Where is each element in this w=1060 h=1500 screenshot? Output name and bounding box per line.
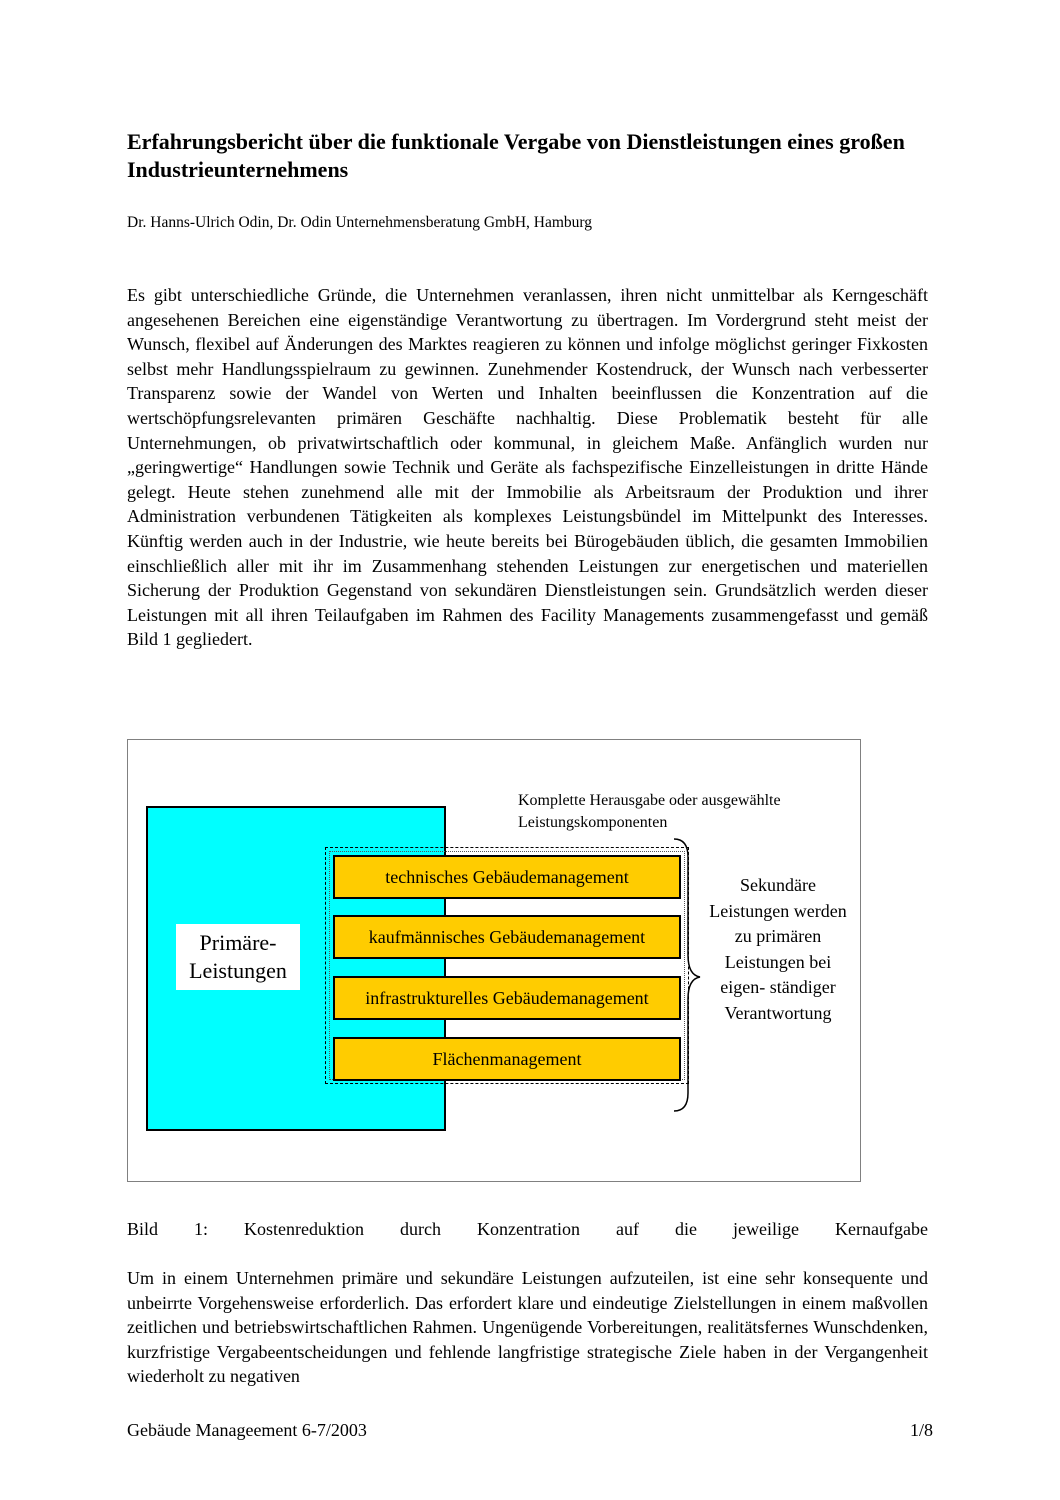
service-box-technical: technisches Gebäudemanagement (333, 855, 681, 899)
primary-label-line-2: Leistungen (189, 958, 287, 983)
figure-caption: Bild 1: Kostenreduktion durch Konzentration auf die jeweilige Kernaufgabe (127, 1219, 928, 1239)
author-line: Dr. Hanns-Ulrich Odin, Dr. Odin Unternehmensberatung GmbH, Hamburg (127, 214, 593, 231)
curly-brace-icon (670, 837, 706, 1117)
body-paragraph-1: Es gibt unterschiedliche Gründe, die Unternehmen veranlassen, ihren nicht unmittelbar als Kerngeschäft angesehenen Bereichen eine eigenständige Verantwortung zu übertragen. Im Vordergrund steht meist der Wunsch, flexibel auf Änderungen des Marktes reagieren zu können und infolge möglichst geringer Fixkosten selbst mehr Handlungsspielraum zu gewinnen. Zunehmender Kostendruck, der Wunsch nach verbesserter Transparenz sowie der Wandel von Werten und Inhalten beeinflussen die Konzentration auf die wertschöpfungsrelevanten primären Geschäfte nachhaltig. Diese Problematik besteht für alle Unternehmungen, ob privatwirtschaftlich oder kommunal, in gleichem Maße. Anfänglich wurden nur „geringwertige“ Handlungen sowie Technik und Geräte als fachspezifische Einzelleistungen in dritte Hände gelegt. Heute stehen zunehmend alle mit der Immobilie als Arbeitsraum der Produktion und ihrer Administration verbundenen Tätigkeiten als komplexes Leistungsbündel im Mittelpunkt des Interesses. Künftig werden auch in der Industrie, wie heute bereits bei Bürogebäuden üblich, die gesamten Immobilien einschließlich aller mit ihr im Zusammenhang stehenden Leistungen zur energetischen und materiellen Sicherung der Produktion Gegenstand von sekundären Dienstleistungen sein. Grundsätzlich werden dieser Leistungen mit all ihren Teilaufgaben im Rahmen des Facility Managements zusammengefasst und gemäß Bild 1 gegliedert. (127, 285, 928, 650)
footer-page-number: 1/8 (909, 1420, 933, 1440)
primary-services-label (176, 924, 300, 990)
primary-label-line-1: Primäre- (199, 930, 277, 955)
service-box-commercial: kaufmännisches Gebäudemanagement (333, 915, 681, 959)
service-box-space: Flächenmanagement (333, 1037, 681, 1081)
figure-top-caption: Komplette Herausgabe oder ausgewählte Leistungskomponenten (518, 792, 781, 831)
figure-1 (127, 739, 861, 1182)
document-title: Erfahrungsbericht über die funktionale Vergabe von Dienstleistungen eines großen Industrieunternehmens (127, 129, 905, 182)
body-paragraph-2: Um in einem Unternehmen primäre und sekundäre Leistungen aufzuteilen, ist eine sehr konsequente und unbeirrte Vorgehensweise erforderlich. Das erfordert klare und eindeutige Zielstellungen in einem maßvollen zeitlichen und betriebswirtschaftlichen Rahmen. Ungenügende Vorbereitungen, realitätsfernes Wunschdenken, kurzfristige Vergabeentscheidungen und fehlende langfristige strategische Ziele haben in der Vergangenheit wiederholt zu negativen (127, 1268, 928, 1387)
footer-journal: Gebäude Manageement 6-7/2003 (127, 1420, 367, 1440)
secondary-services-text: Sekundäre Leistungen werden zu primären Leistungen bei eigen- ständiger Verantwortung (709, 875, 847, 1023)
service-box-infrastructural: infrastrukturelles Gebäudemanagement (333, 976, 681, 1020)
